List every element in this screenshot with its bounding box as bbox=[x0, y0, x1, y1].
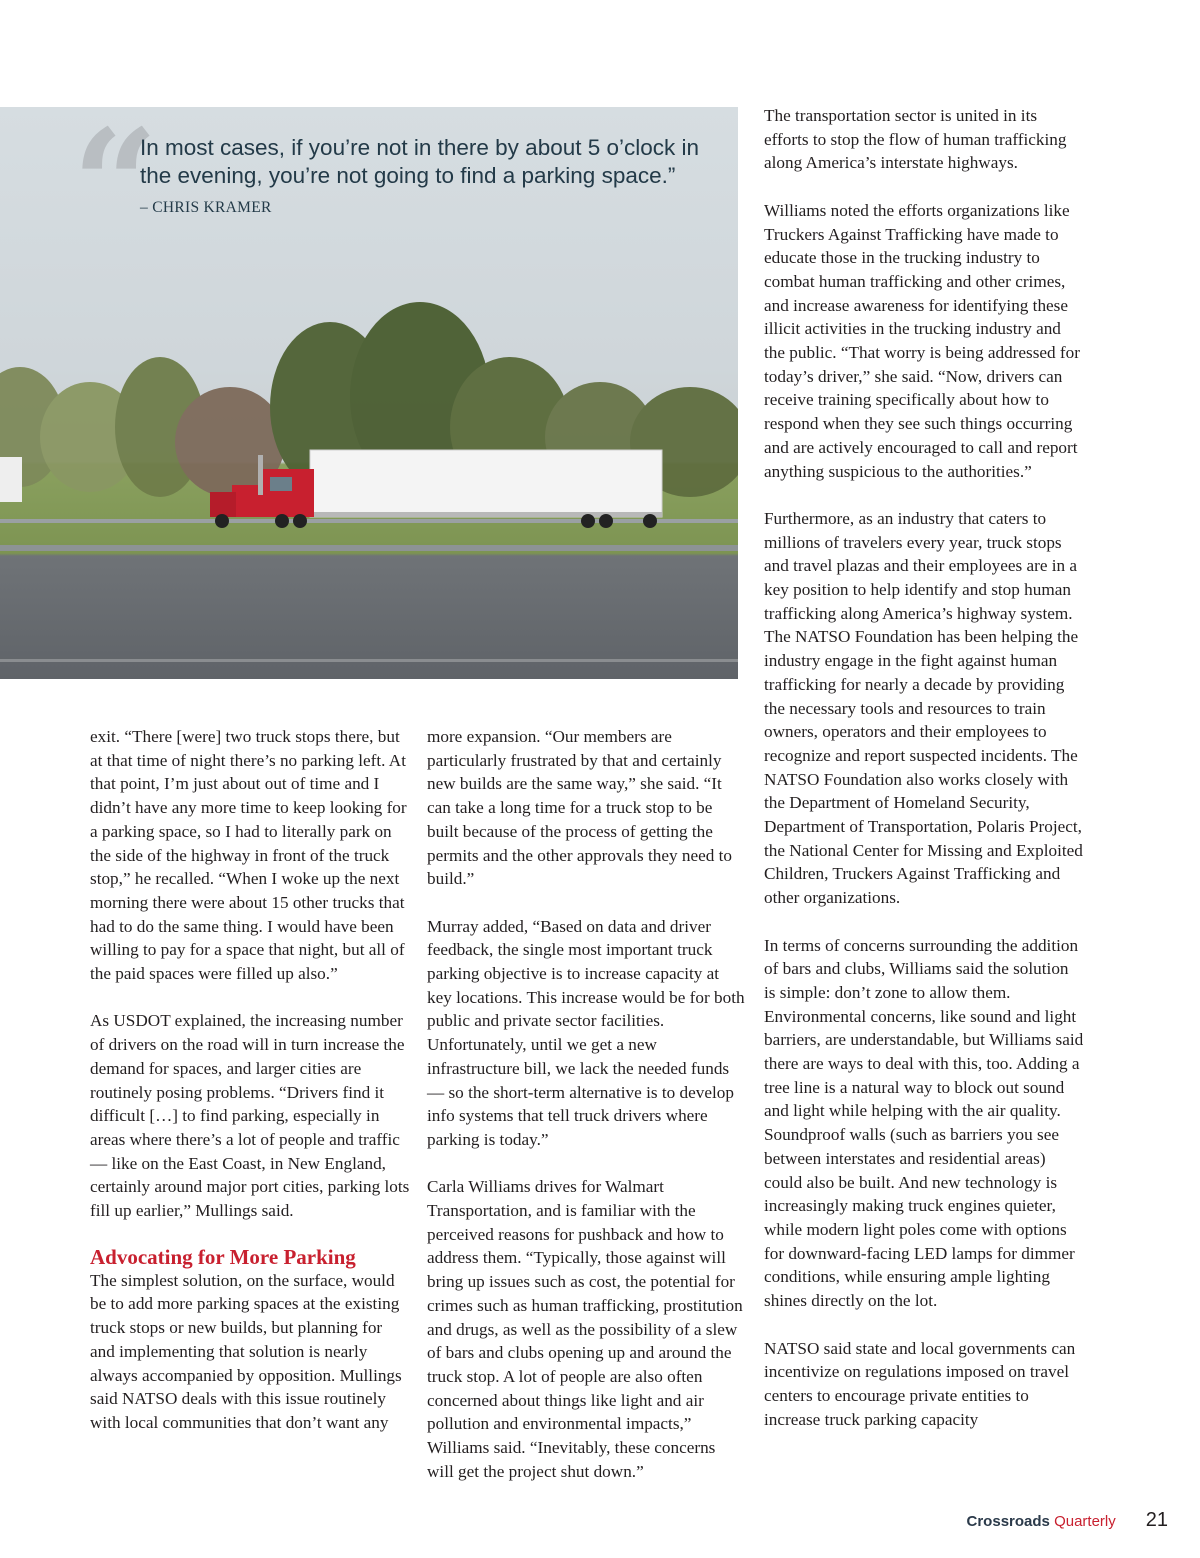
quote-mark: “ bbox=[72, 97, 159, 273]
paragraph: The simplest solution, on the surface, would be to add more parking spaces at the existing truck stops or new builds, but planning for and implementing that solution is nearly always accompanied by opposition. Mullings said NATSO deals with this issue routinely with local communities that don’t want any bbox=[90, 1270, 402, 1432]
publication-name bbox=[967, 1513, 1116, 1530]
page-footer bbox=[967, 1509, 1168, 1532]
section-subhead: Advocating for More Parking bbox=[90, 1244, 356, 1269]
paragraph: exit. “There [were] two truck stops there, but at that time of night there’s no parking left. At that point, I’m just about out of time and I didn’t have any more time to keep looking for a parking space, so I had to literally park on the side of the highway in front of the truck stop,” he recalled. “When I woke up the next morning there were about 15 other trucks that had to do the same thing. I would have been willing to pay for a space that night, but all of the paid spaces were filled up also.” bbox=[90, 727, 407, 984]
paragraph: more expansion. “Our members are particularly frustrated by that and certainly new builds are the same way,” she said. “It can take a long time for a truck stop to be built because of the process of getting the permits and the other approvals they need to build.” bbox=[427, 727, 732, 889]
publication-name-part2: Quarterly bbox=[1054, 1513, 1116, 1530]
paragraph: Furthermore, as an industry that caters to millions of travelers every year, truck stops and travel plazas and their employees are in a key position to help identify and stop human trafficking along America’s highway system. The NATSO Foundation has been helping the industry engage in the fight against human trafficking for nearly a decade by providing the necessary tools and resources to train owners, operators and their employees to recognize and report suspected incidents. The NATSO Foundation also works closely with the Department of Homeland Security, Department of Transportation, Polaris Project, the National Center for Missing and Exploited Children, Truckers Against Trafficking and other organizations. bbox=[764, 508, 1083, 908]
column-3 bbox=[764, 104, 1084, 1431]
column-2 bbox=[427, 725, 745, 1483]
publication-name-part1: Crossroads bbox=[966, 1513, 1050, 1530]
paragraph: Murray added, “Based on data and driver feedback, the single most important truck parking objective is to increase capacity at key locations. This increase would be for both public and private sector facilities. Unfortunately, until we get a new infrastructure bill, we lack the needed funds — so the short-term alternative is to develop info systems that tell truck drivers where parking is today.” bbox=[427, 916, 745, 1149]
paragraph: NATSO said state and local governments can incentivize on regulations imposed on travel centers to encourage private entities to increase truck parking capacity bbox=[764, 1338, 1076, 1429]
paragraph: Carla Williams drives for Walmart Transportation, and is familiar with the perceived reasons for pushback and how to address them. “Typically, those against will bring up issues such as cost, the potential for crimes such as human trafficking, prostitution and drugs, as well as the possibility of a slew of bars and clubs opening up and around the truck stop. A lot of people are also often concerned about things like light and air pollution and environmental impacts,” Williams said. “Inevitably, these concerns will get the project shut down.” bbox=[427, 1177, 743, 1481]
column-1 bbox=[90, 725, 410, 1435]
paragraph: In terms of concerns surrounding the addition of bars and clubs, Williams said the solution is simple: don’t zone to allow them. Environmental concerns, like sound and light barriers, are understandable, but Williams said there are ways to deal with this, too. Adding a tree line is a natural way to block out sound and light while helping with the air quality. Soundproof walls (such as barriers you see between interstates and residential areas) could also be built. And new technology is increasingly making truck engines quieter, while modern light poles come with options for downward-facing LED lamps for dimmer conditions, while ensuring ample lighting shines directly on the lot. bbox=[764, 935, 1084, 1311]
page-number: 21 bbox=[1145, 1509, 1168, 1531]
paragraph: As USDOT explained, the increasing number of drivers on the road will in turn increase the demand for spaces, and larger cities are routinely posing problems. “Drivers find it difficult […] to find parking, especially in areas where there’s a lot of people and traffic — like on the East Coast, in New England, certainly around major port cities, parking lots fill up earlier,” Mullings said. bbox=[90, 1011, 410, 1221]
paragraph: Williams noted the efforts organizations like Truckers Against Trafficking have made to educate those in the trucking industry to combat human trafficking and other crimes, and increase awareness for identifying these illicit activities in the trucking industry and the public. “That worry is being addressed for today’s driver,” she said. “Now, drivers can receive training specifically about how to respond when they see such things occurring and are actively encouraged to call and report anything suspicious to the authorities.” bbox=[764, 200, 1080, 481]
pull-quote-attribution: – CHRIS KRAMER bbox=[140, 199, 272, 216]
pull-quote-text: In most cases, if you’re not in there by about 5 o’clock in the evening, you’re not going to find a parking space.” bbox=[140, 135, 700, 188]
paragraph: The transportation sector is united in its efforts to stop the flow of human trafficking along America’s interstate highways. bbox=[764, 106, 1067, 173]
